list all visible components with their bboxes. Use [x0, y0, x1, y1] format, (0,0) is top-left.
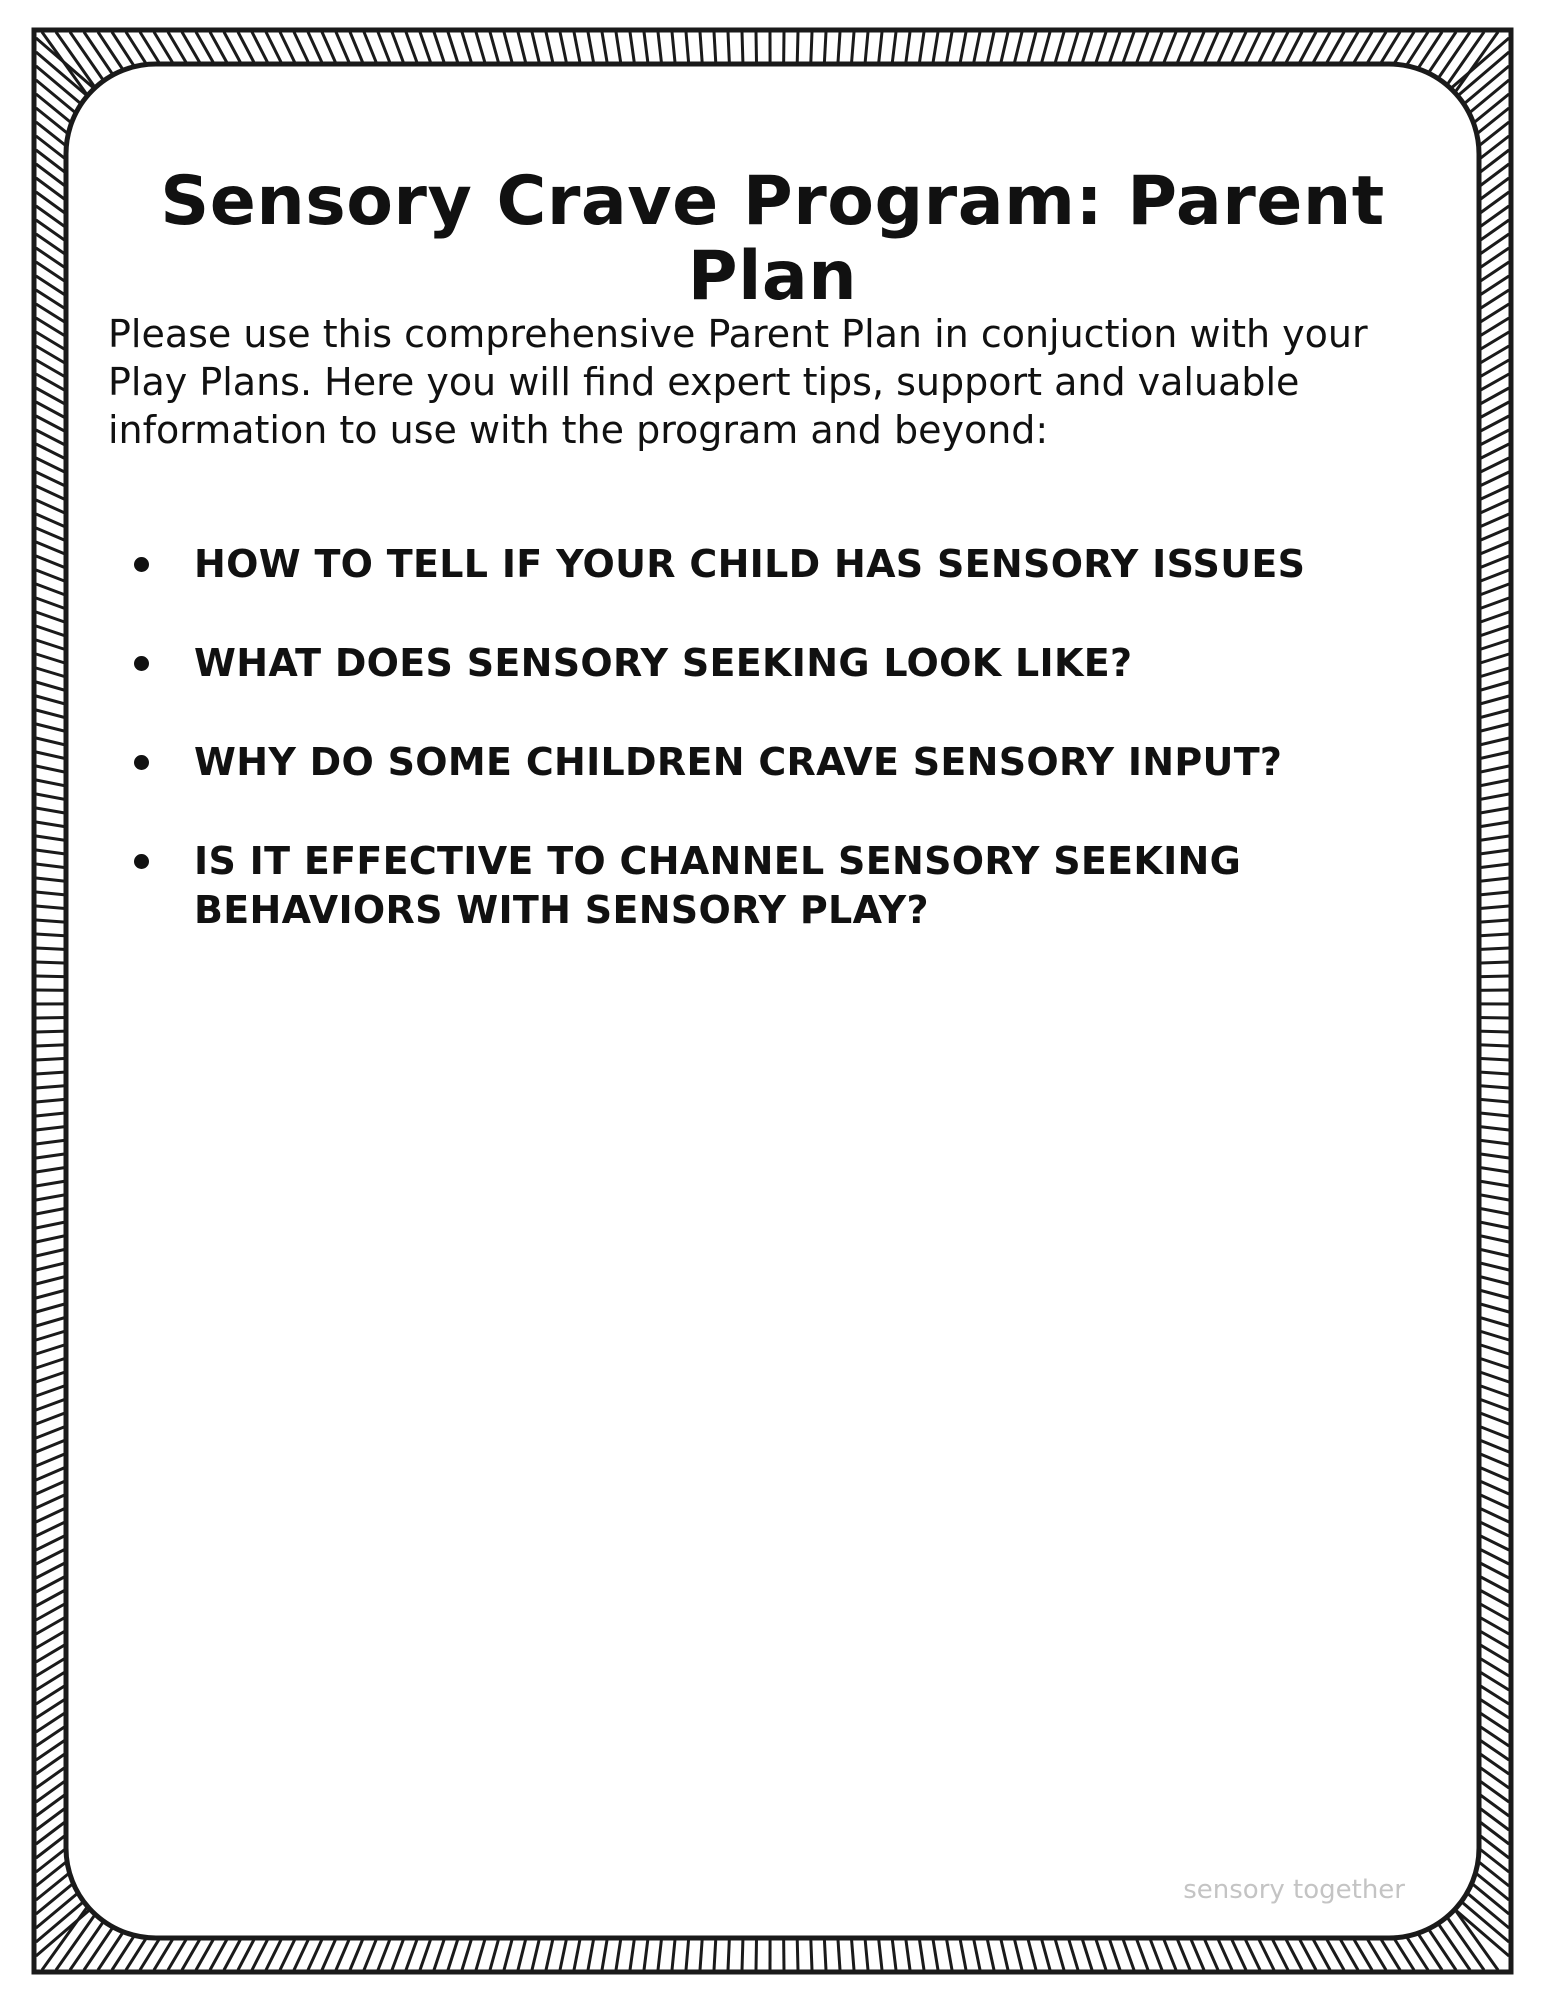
list-item	[130, 738, 1380, 787]
bullet-icon	[134, 755, 149, 770]
topic-text: IS IT EFFECTIVE TO CHANNEL SENSORY SEEKING BEHAVIORS WITH SENSORY PLAY?	[194, 839, 1242, 932]
topic-text: WHAT DOES SENSORY SEEKING LOOK LIKE?	[194, 641, 1133, 685]
list-item	[130, 837, 1380, 935]
bullet-icon	[134, 656, 149, 671]
page-title: Sensory Crave Program: Parent Plan	[160, 162, 1385, 316]
topic-text: WHY DO SOME CHILDREN CRAVE SENSORY INPUT?	[194, 740, 1283, 784]
list-item	[130, 639, 1380, 688]
intro-paragraph: Please use this comprehensive Parent Plan in conjuction with your Play Plans. Here you will find expert tips, support and valuable information to use with the program and beyond:	[108, 312, 1368, 452]
watermark-text: sensory together	[1183, 1875, 1405, 1905]
topic-text: HOW TO TELL IF YOUR CHILD HAS SENSORY ISSUES	[194, 542, 1306, 586]
bullet-icon	[134, 854, 149, 869]
bullet-icon	[134, 557, 149, 572]
list-item	[130, 540, 1380, 589]
topic-list	[130, 540, 1380, 985]
